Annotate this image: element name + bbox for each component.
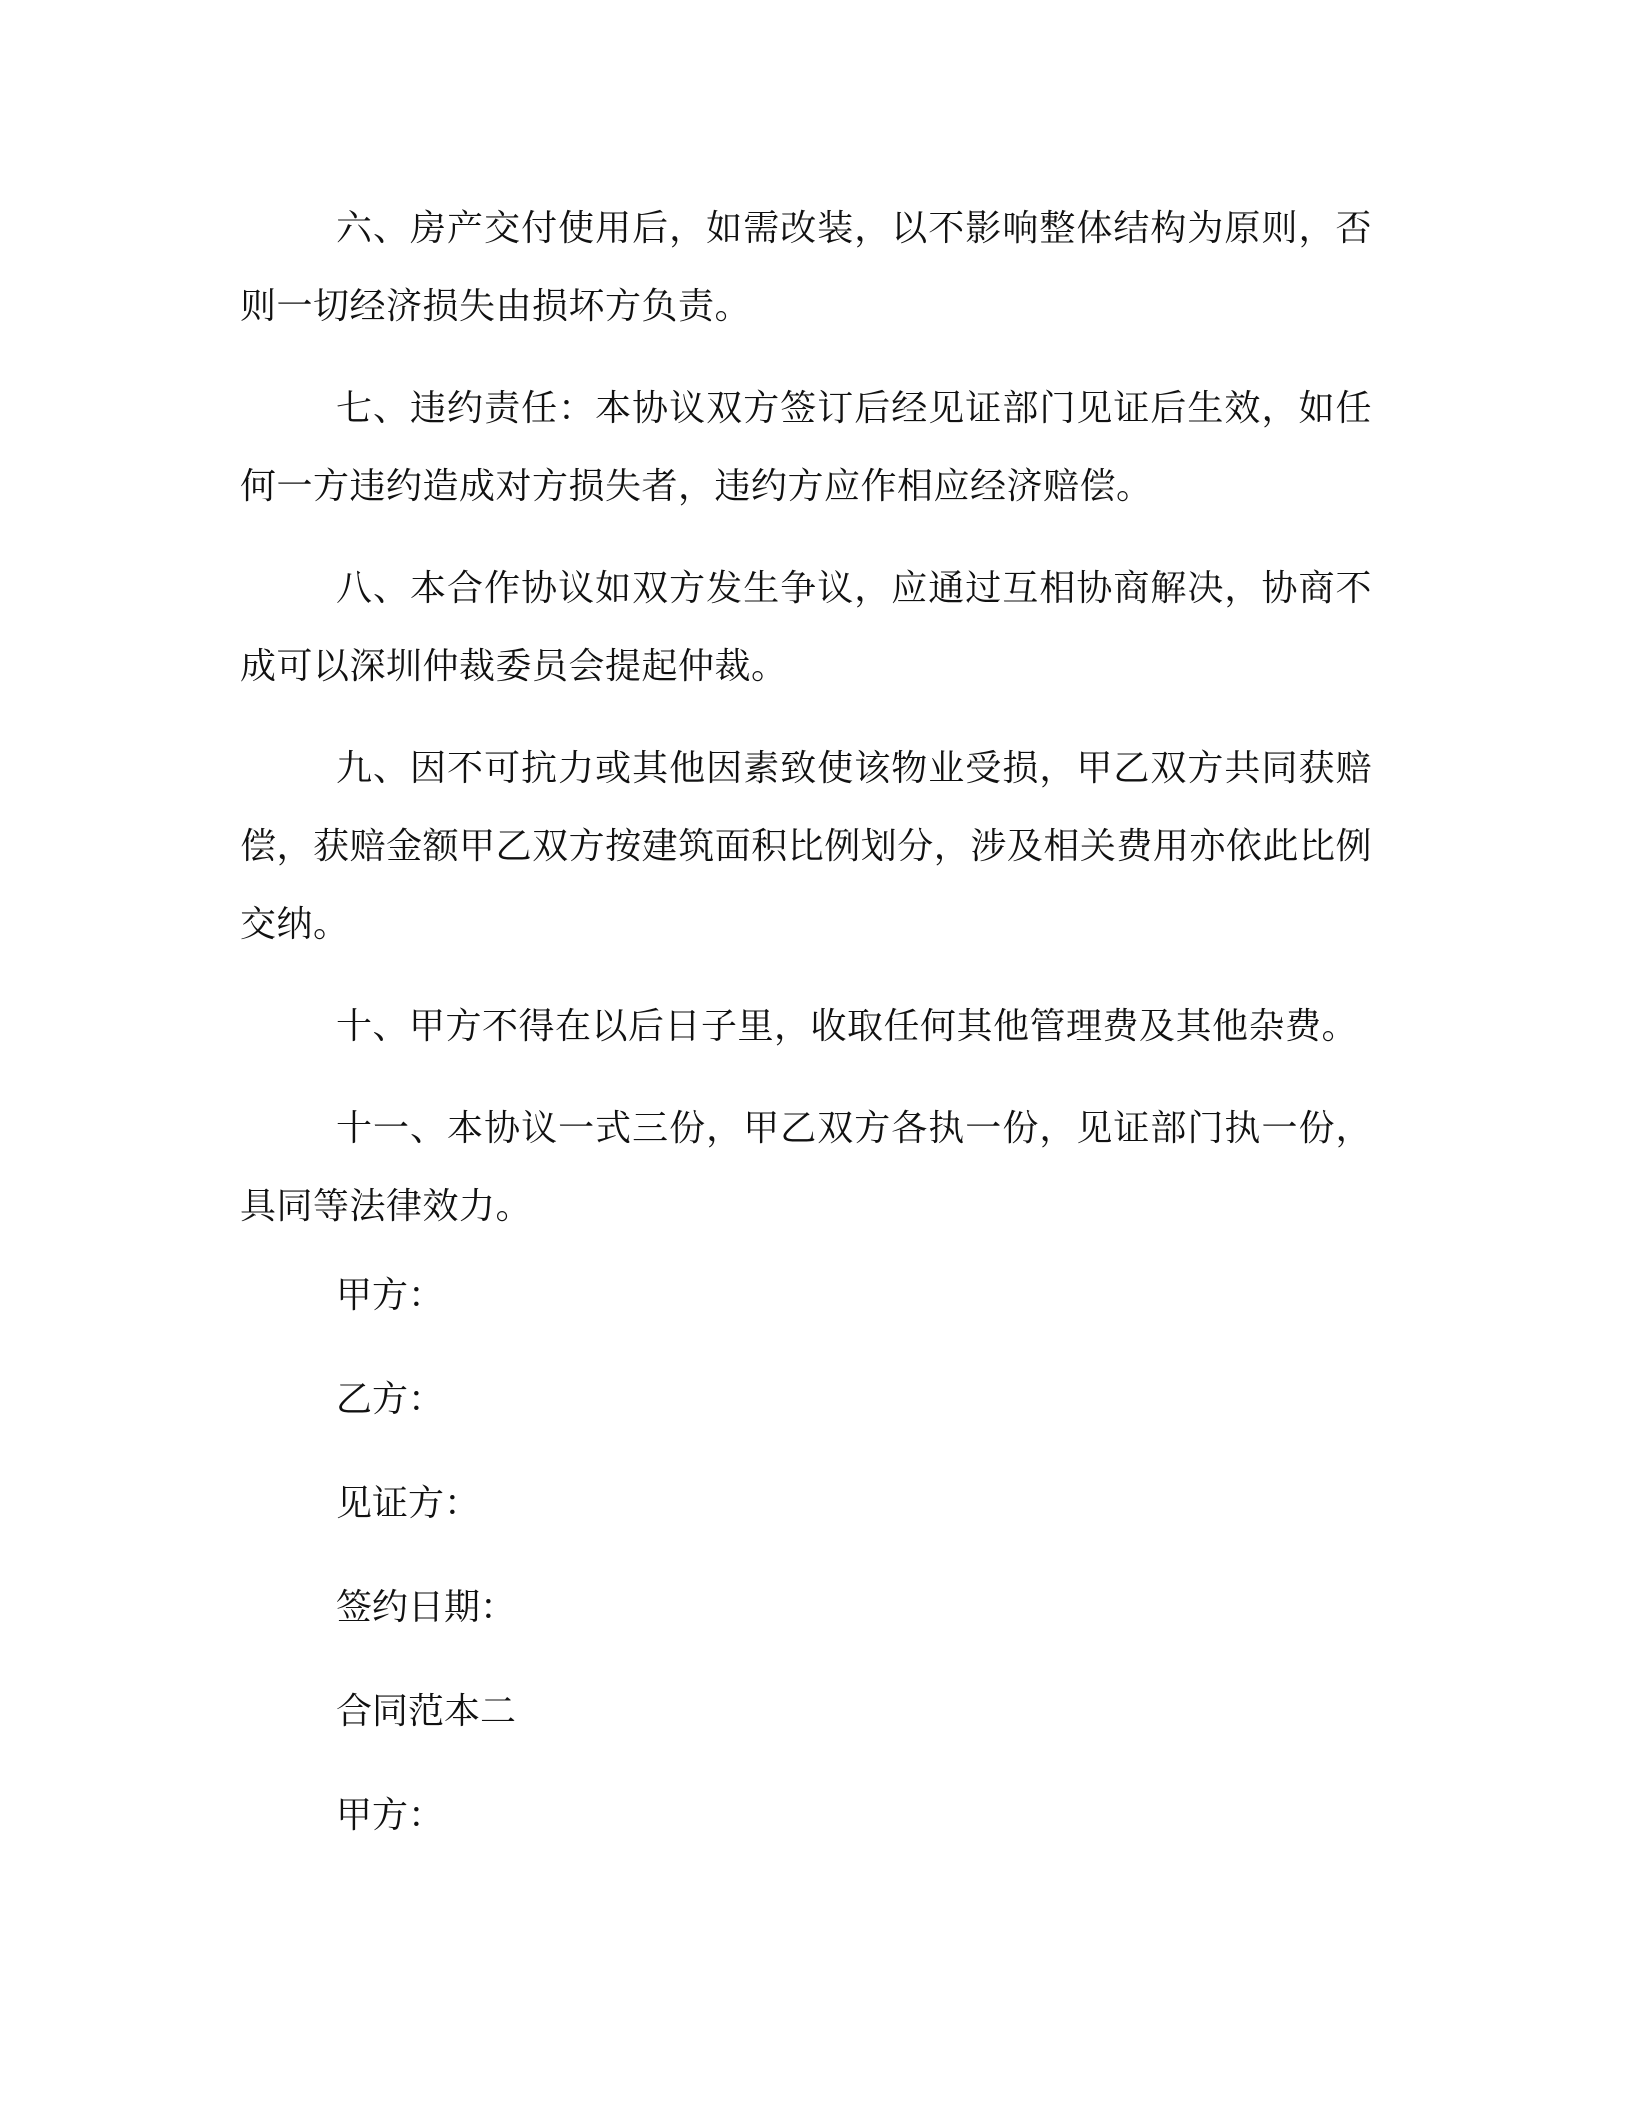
party-b-label: 乙方：: [336, 1379, 445, 1420]
clause-10: 十、甲方不得在以后日子里，收取任何其他管理费及其他杂费。: [336, 1006, 1359, 1047]
template-party-a-label: 甲方：: [336, 1795, 445, 1836]
sign-date-label: 签约日期：: [336, 1587, 517, 1628]
clause-7: 七、违约责任：本协议双方签订后经见证部门见证后生效，如任何一方违约造成对方损失者，违约方应作相应经济赔偿。: [240, 388, 1372, 507]
clause-9: 九、因不可抗力或其他因素致使该物业受损，甲乙双方共同获赔偿，获赔金额甲乙双方按建筑面积比例划分，涉及相关费用亦依此比例交纳。: [240, 748, 1372, 945]
witness-label: 见证方：: [336, 1483, 481, 1524]
party-a-label: 甲方：: [336, 1275, 445, 1316]
clause-11: 十一、本协议一式三份，甲乙双方各执一份，见证部门执一份，具同等法律效力。: [240, 1108, 1372, 1227]
clause-6: 六、房产交付使用后，如需改装，以不影响整体结构为原则，否则一切经济损失由损坏方负责。: [240, 208, 1372, 327]
signature-block: [240, 0, 1372, 2112]
template-heading: 合同范本二: [336, 1691, 517, 1732]
clause-8: 八、本合作协议如双方发生争议，应通过互相协商解决，协商不成可以深圳仲裁委员会提起仲裁。: [240, 568, 1372, 687]
